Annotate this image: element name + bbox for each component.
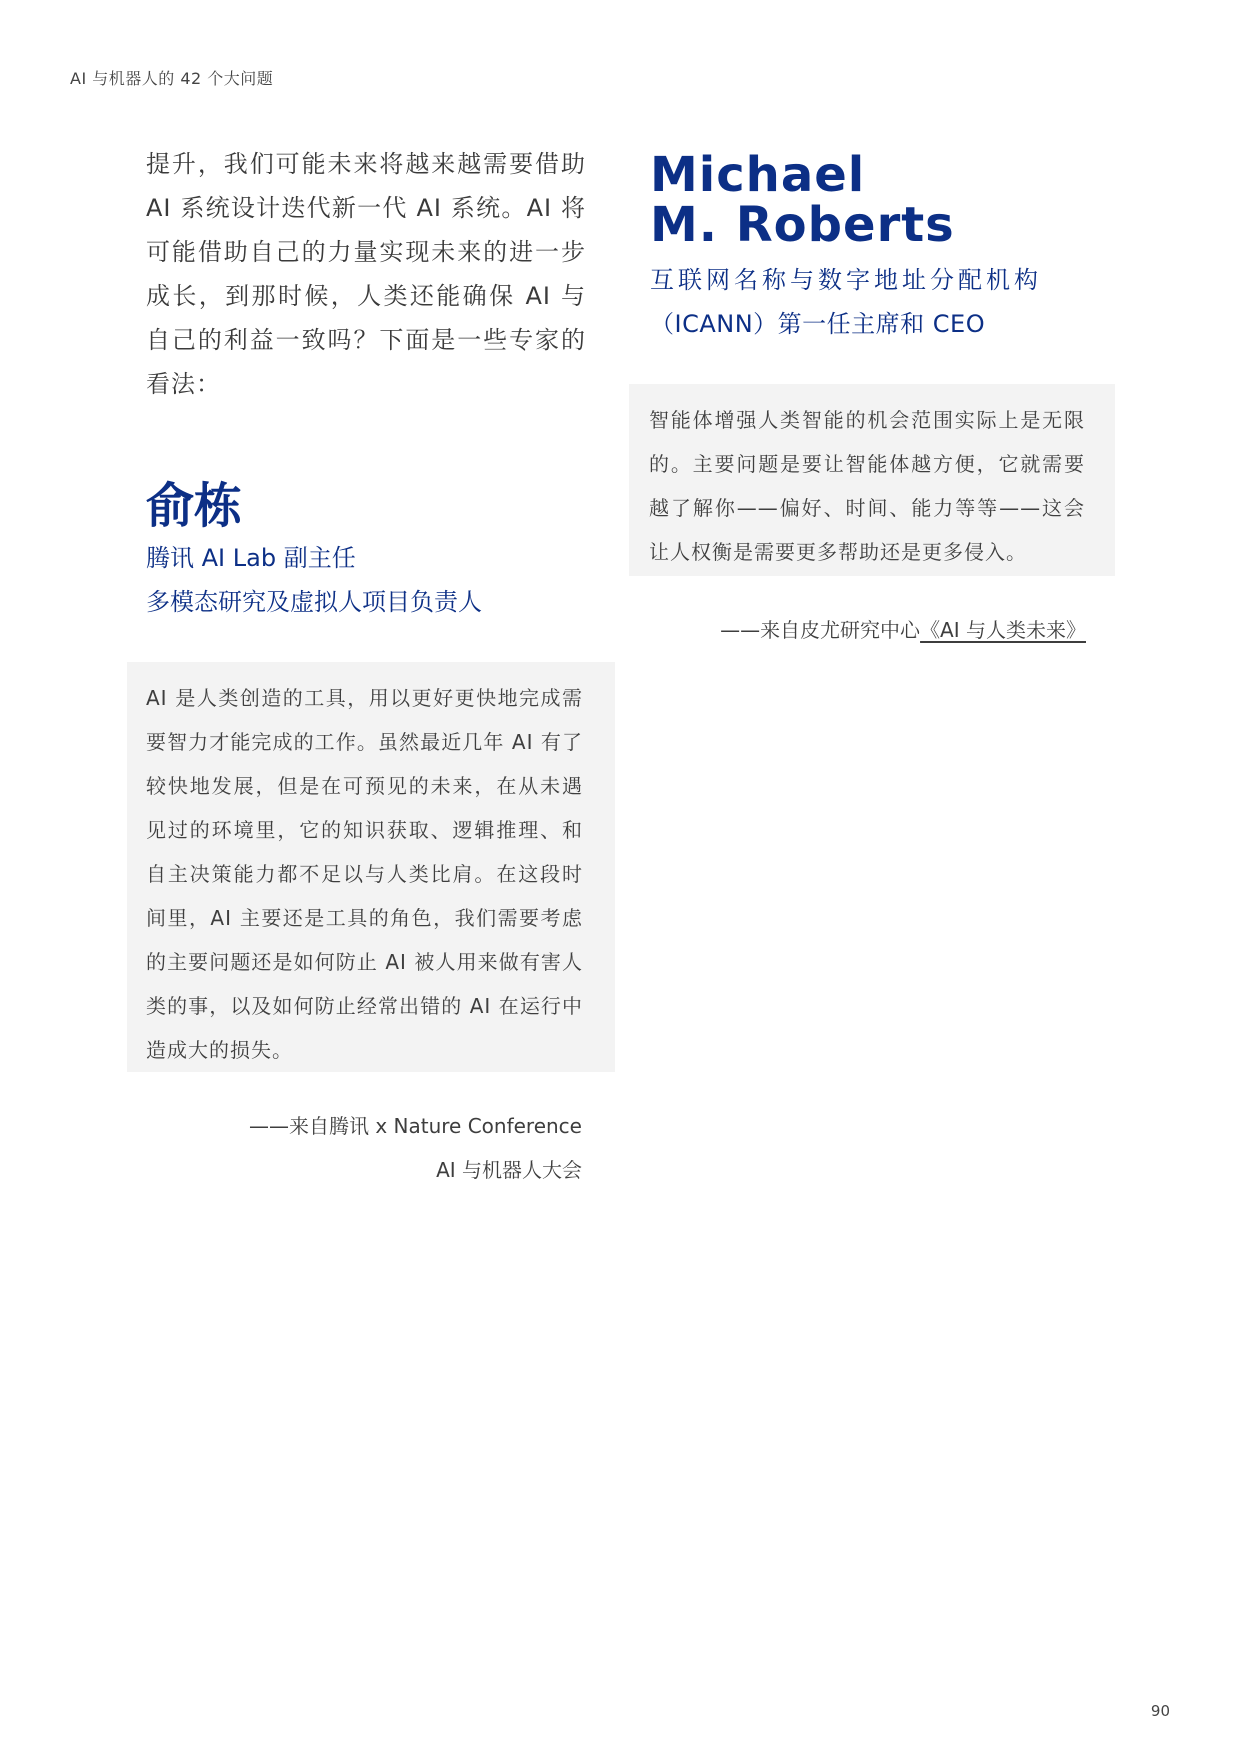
quote-text: 智能体增强人类智能的机会范围实际上是无限的。主要问题是要让智能体越方便，它就需要越了解你——偏好、时间、能力等等——这会让人权衡是需要更多帮助还是更多侵入。 [649, 408, 1085, 564]
role-line: 互联网名称与数字地址分配机构 [650, 266, 1042, 294]
page-number: 90 [1150, 1702, 1170, 1720]
expert-name-yu-dong: 俞栋 [146, 478, 243, 534]
expert-role-michael-roberts [650, 258, 1090, 346]
name-line: Michael [650, 147, 866, 203]
role-line: 多模态研究及虚拟人项目负责人 [146, 588, 482, 616]
running-header: AI 与机器人的 42 个大问题 [70, 69, 274, 88]
role-line: （ICANN）第一任主席和 CEO [650, 310, 986, 338]
quote-box-yu-dong [127, 662, 615, 1072]
name-line: M. Roberts [650, 197, 955, 253]
source-line: ——来自腾讯 x Nature Conference [248, 1114, 582, 1138]
quote-source-michael-roberts [650, 608, 1086, 652]
source-line: AI 与机器人大会 [436, 1158, 582, 1182]
source-prefix: ——来自皮尤研究中心 [720, 618, 921, 642]
intro-paragraph: 提升，我们可能未来将越来越需要借助 AI 系统设计迭代新一代 AI 系统。AI 将可能借助自己的力量实现未来的进一步成长，到那时候，人类还能确保 AI 与自己的利益一致吗？下面是一些专家的看法： [146, 150, 586, 398]
quote-box-michael-roberts [629, 384, 1115, 576]
role-line: 腾讯 AI Lab 副主任 [146, 544, 356, 572]
expert-name-michael-roberts [650, 147, 955, 253]
expert-role-yu-dong [146, 536, 606, 624]
quote-source-yu-dong [146, 1104, 582, 1192]
source-link[interactable]: 《AI 与人类未来》 [920, 618, 1086, 642]
quote-text: AI 是人类创造的工具，用以更好更快地完成需要智力才能完成的工作。虽然最近几年 AI 有了较快地发展，但是在可预见的未来，在从未遇见过的环境里，它的知识获取、逻辑推理、和自主决策能力都不足以与人类比肩。在这段时间里，AI 主要还是工具的角色，我们需要考虑的主要问题还是如何防止 AI 被人用来做有害人类的事，以及如何防止经常出错的 AI 在运行中造成大的损失。 [146, 686, 583, 1062]
